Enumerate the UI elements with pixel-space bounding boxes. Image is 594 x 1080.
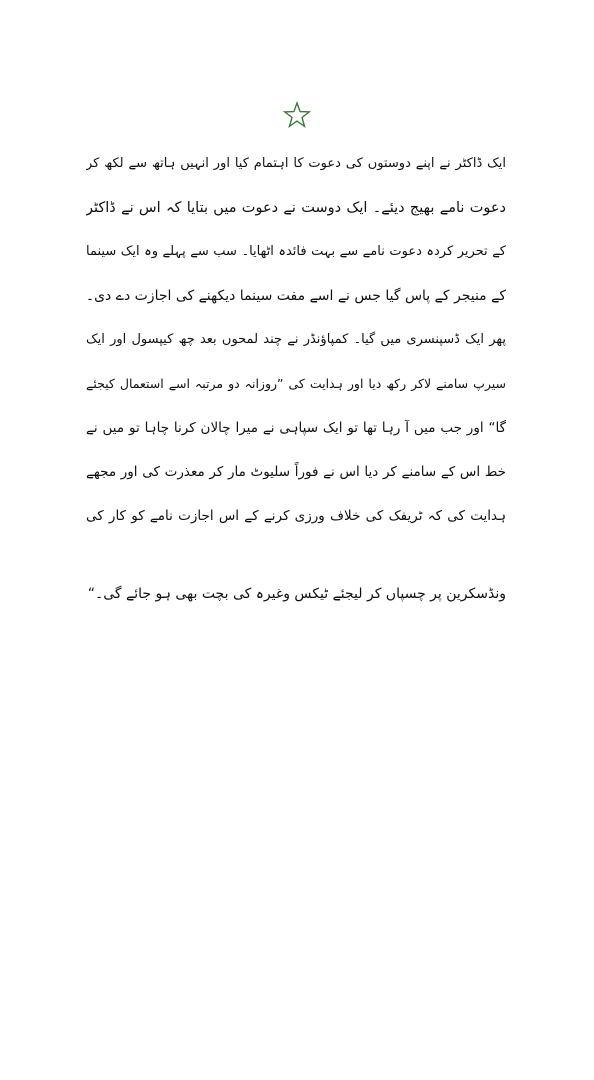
- text-line: ونڈسکرین پر چسپاں کر لیجئے ٹیکس وغیرہ کی بچت بھی ہو جائے گی۔“: [87, 586, 506, 602]
- star-ornament: [0, 98, 594, 132]
- text-line: خط اس کے سامنے کر دیا اس نے فوراً سلیوٹ مار کر معذرت کی اور مجھے: [86, 464, 506, 480]
- text-line: کے تحریر کردہ دعوت نامے سے بہت فائدہ اٹھایا۔ سب سے پہلے وہ ایک سینما: [86, 244, 506, 259]
- text-line: کے منیجر کے پاس گیا جس نے اسے مفت سینما دیکھنے کی اجازت دے دی۔: [86, 288, 506, 304]
- text-line: ایک ڈاکٹر نے اپنے دوستوں کی دعوت کا اہتمام کیا اور انہیں ہاتھ سے لکھ کر: [86, 156, 506, 171]
- paragraph: [86, 146, 506, 620]
- text-line: دعوت نامے بھیج دیئے۔ ایک دوست نے دعوت میں بتایا کہ اس نے ڈاکٹر: [86, 200, 506, 216]
- text-line: ہدایت کی کہ ٹریفک کی خلاف ورزی کرنے کے اس اجازت نامے کو کار کی: [86, 508, 506, 524]
- text-line: سیرپ سامنے لاکر رکھ دیا اور ہدایت کی ”روزانہ دو مرتبہ اسے استعمال کیجئے: [86, 376, 506, 391]
- text-line: پھر ایک ڈسپنسری میں گیا۔ کمپاؤنڈر نے چند لمحوں بعد چھ کیپسول اور ایک: [86, 332, 506, 347]
- text-line: گا“ اور جب میں آ رہا تھا تو ایک سپاہی نے میرا چالان کرنا چاہا تو میں نے: [86, 420, 506, 436]
- star-outline-icon: [283, 101, 311, 129]
